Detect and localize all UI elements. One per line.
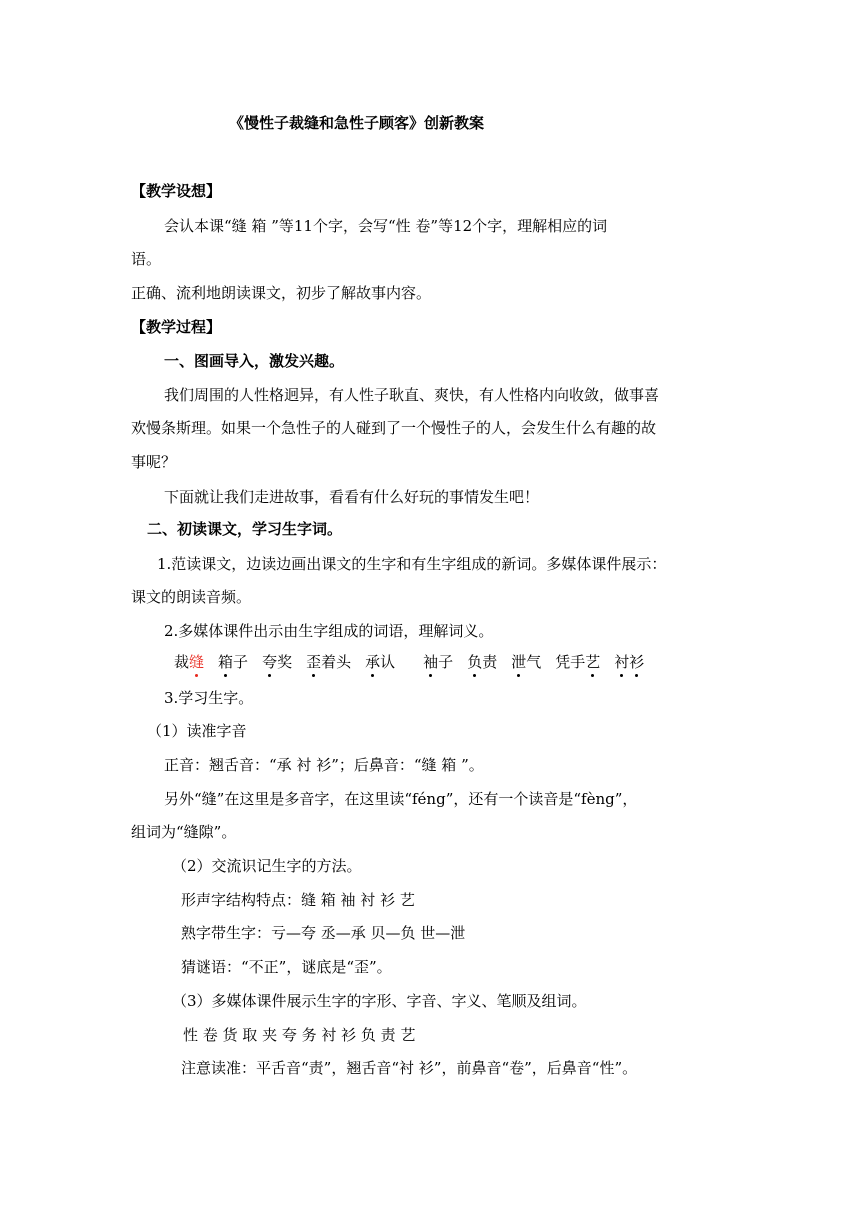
- word-char: 负: [467, 653, 483, 671]
- sub1-heading: （1）读准字音: [147, 722, 247, 740]
- sub1-polyphone-line-2: 组词为“缝隙”。: [131, 823, 237, 841]
- part1-paragraph-line-1: 我们周围的人性格迥异，有人性子耿直、爽快，有人性格内向收敛，做事喜: [164, 386, 660, 404]
- sub3-heading: （3）多媒体课件展示生字的字形、字音、字义、笔顺及组词。: [172, 992, 587, 1010]
- word-char: 着头: [321, 653, 352, 671]
- vocabulary-words: [174, 652, 644, 672]
- word-char: 气: [526, 653, 542, 671]
- word-char: 衫: [629, 653, 645, 671]
- sub1-correct-pronunciation: 正音：翘舌音：“承 衬 衫”；后鼻音：“缝 箱 ”。: [164, 756, 484, 774]
- word-char: 泄: [511, 653, 527, 671]
- word-char: 袖: [423, 653, 439, 671]
- part1-paragraph-line-3: 事呢？: [131, 453, 177, 471]
- sub2-heading: （2）交流识记生字的方法。: [172, 857, 362, 875]
- part1-paragraph-line-2: 欢慢条斯理。如果一个急性子的人碰到了一个慢性子的人，会发生什么有趣的故: [131, 419, 657, 437]
- sub3-chars: 性 卷 货 取 夹 夸 务 衬 衫 负 责 艺: [183, 1026, 416, 1044]
- word-char: 歪: [306, 653, 322, 671]
- word-char: 衬: [614, 653, 630, 671]
- sub3-note: 注意读准：平舌音“责”，翘舌音“衬 衫”，前鼻音“卷”，后鼻音“性”。: [181, 1059, 638, 1077]
- process-heading: 【教学过程】: [131, 318, 222, 336]
- step1-line-1: 1.范读课文，边读边画出课文的生字和有生字组成的新词。多媒体课件展示：: [157, 555, 667, 573]
- part2-heading: 二、初读课文，学习生字词。: [147, 520, 343, 538]
- word-char-highlighted: 缝: [189, 653, 205, 671]
- part1-heading: 一、图画导入，激发兴趣。: [164, 352, 345, 370]
- word-char: 箱: [218, 653, 234, 671]
- word-char: 子: [233, 653, 249, 671]
- sub2-familiar-chars: 熟字带生字：亏—夸 丞—承 贝—负 世—泄: [181, 924, 466, 942]
- design-heading: 【教学设想】: [131, 182, 222, 200]
- word-char: 裁: [174, 653, 190, 671]
- sub2-riddle: 猜谜语：“不正”，谜底是“歪”。: [181, 958, 392, 976]
- word-char: 夸: [262, 653, 278, 671]
- word-char: 子: [438, 653, 454, 671]
- design-paragraph-line-1: 会认本课“缝 箱 ”等11个字，会写“性 卷”等12个字，理解相应的词: [164, 217, 608, 235]
- step3-text: 3.学习生字。: [164, 689, 254, 707]
- word-char: 奖: [277, 653, 293, 671]
- sub1-polyphone-line-1: 另外“缝”在这里是多音字，在这里读“féng”，还有一个读音是“fèng”，: [164, 790, 638, 808]
- word-char: 认: [380, 653, 396, 671]
- step2-text: 2.多媒体课件出示由生字组成的词语，理解词义。: [164, 622, 494, 640]
- step1-line-2: 课文的朗读音频。: [131, 588, 252, 606]
- part1-paragraph-2: 下面就让我们走进故事，看看有什么好玩的事情发生吧！: [164, 488, 540, 506]
- word-char: 承: [365, 653, 381, 671]
- word-char: 凭手: [555, 653, 586, 671]
- sub2-phono-semantic: 形声字结构特点：缝 箱 袖 衬 衫 艺: [181, 891, 415, 909]
- word-char: 责: [482, 653, 498, 671]
- design-paragraph-2: 正确、流利地朗读课文，初步了解故事内容。: [131, 284, 432, 302]
- design-paragraph-line-2: 语。: [131, 250, 162, 268]
- word-char: 艺: [585, 653, 601, 671]
- document-title: 《慢性子裁缝和急性子顾客》创新教案: [229, 114, 485, 132]
